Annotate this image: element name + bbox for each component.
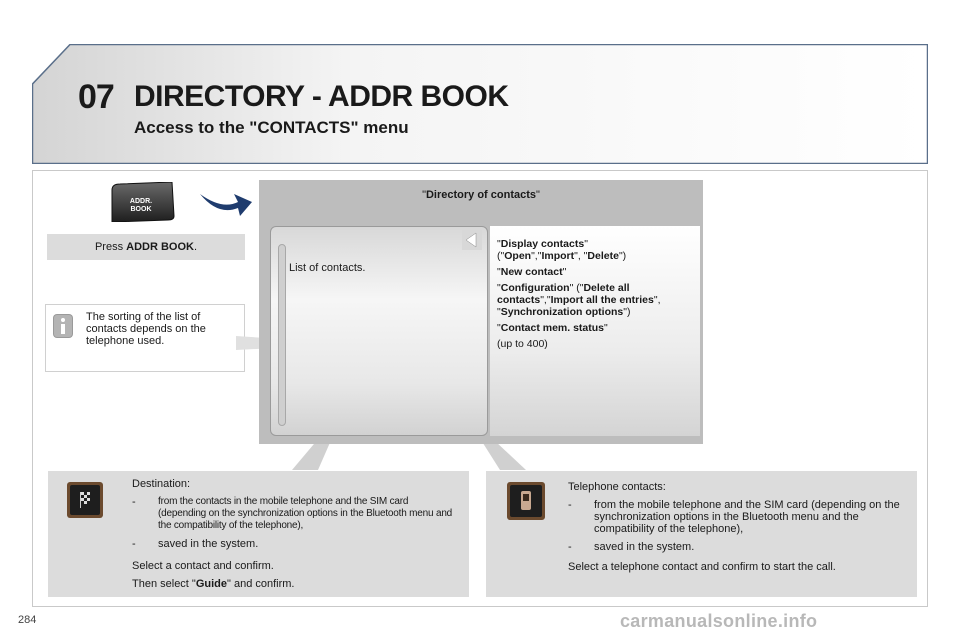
destination-heading: Destination: (132, 478, 191, 490)
chapter-number: 07 (78, 78, 114, 116)
contacts-list-panel[interactable] (270, 226, 488, 436)
menu-item-display-contacts[interactable]: "Display contacts" ("Open","Import", "Delete") (497, 238, 627, 262)
menu-mem-status-label: Contact mem. status (500, 322, 605, 334)
page-title: DIRECTORY - ADDR BOOK (134, 80, 509, 113)
telephone-item-1 (568, 499, 913, 535)
destination-guide-label: Guide (195, 578, 227, 590)
press-suffix: . (193, 241, 198, 253)
destination-item-2 (132, 538, 457, 550)
bullet-dash: - (132, 538, 136, 550)
menu-delete-label: Delete (587, 250, 619, 262)
screen-title (259, 189, 703, 201)
info-note-text: The sorting of the list of contacts depends on the telephone used. (86, 311, 206, 347)
page-number: 284 (18, 614, 37, 626)
menu-up-to-note: (up to 400) (497, 338, 548, 350)
bullet-dash: - (568, 499, 572, 511)
telephone-text (568, 481, 913, 579)
menu-item-contact-mem-status[interactable]: "Contact mem. status" (497, 322, 608, 334)
menu-delete-all-label: Delete all contacts (497, 282, 630, 306)
menu-item-configuration[interactable]: "Configuration" ("Delete all contacts","Import all the entries", "Synchronization options") (497, 282, 661, 318)
bullet-dash: - (132, 496, 136, 508)
destination-item-1 (132, 496, 457, 532)
list-scrollbar[interactable] (278, 244, 286, 426)
destination-text (132, 478, 457, 590)
phone-icon (507, 482, 545, 520)
menu-import-label: Import (541, 250, 575, 262)
destination-item-1-text: from the contacts in the mobile telephone and the SIM card (depending on the synchronization options in the Bluetooth menu and the compatibility of the telephone), (158, 496, 453, 531)
addr-book-label-line2: BOOK (130, 206, 152, 213)
watermark: carmanualsonline.info (620, 611, 818, 631)
menu-new-contact-label: New contact (500, 266, 563, 278)
press-key-name: ADDR BOOK (126, 241, 194, 253)
destination-item-2-text: saved in the system. (158, 538, 259, 550)
telephone-heading: Telephone contacts: (568, 481, 666, 493)
menu-sync-options-label: Synchronization options (500, 306, 624, 318)
menu-open-arrow-icon[interactable] (462, 230, 482, 250)
menu-item-new-contact[interactable]: "New contact" (497, 266, 567, 278)
menu-display-contacts-label: Display contacts (500, 238, 585, 250)
destination-line-2-prefix: Then select " (132, 578, 196, 590)
destination-line-2-suffix: " and confirm. (227, 578, 295, 590)
screen-title-quote-open: " (422, 189, 426, 201)
menu-configuration-label: Configuration (500, 282, 570, 294)
page-subtitle: Access to the "CONTACTS" menu (134, 118, 409, 137)
telephone-item-2 (568, 541, 913, 553)
contacts-list-label: List of contacts. (289, 262, 366, 274)
destination-flag-icon (67, 482, 103, 518)
destination-line-2 (132, 578, 457, 590)
telephone-line-1: Select a telephone contact and confirm to start the call. (568, 561, 836, 573)
telephone-item-2-text: saved in the system. (594, 541, 695, 553)
telephone-item-1-text: from the mobile telephone and the SIM card (depending on the synchronization options in the Bluetooth menu and the compatibility of the telephone), (594, 499, 900, 535)
press-prefix: Press (94, 241, 127, 253)
destination-line-1: Select a contact and confirm. (132, 560, 274, 572)
bullet-dash: - (568, 541, 572, 553)
contacts-menu (497, 238, 693, 354)
screen-title-text: Directory of contacts (425, 189, 537, 201)
menu-import-all-label: Import all the entries (550, 294, 654, 306)
screen-title-quote-close: " (536, 189, 540, 201)
addr-book-label-line1: ADDR. (129, 198, 153, 205)
menu-open-label: Open (504, 250, 532, 262)
